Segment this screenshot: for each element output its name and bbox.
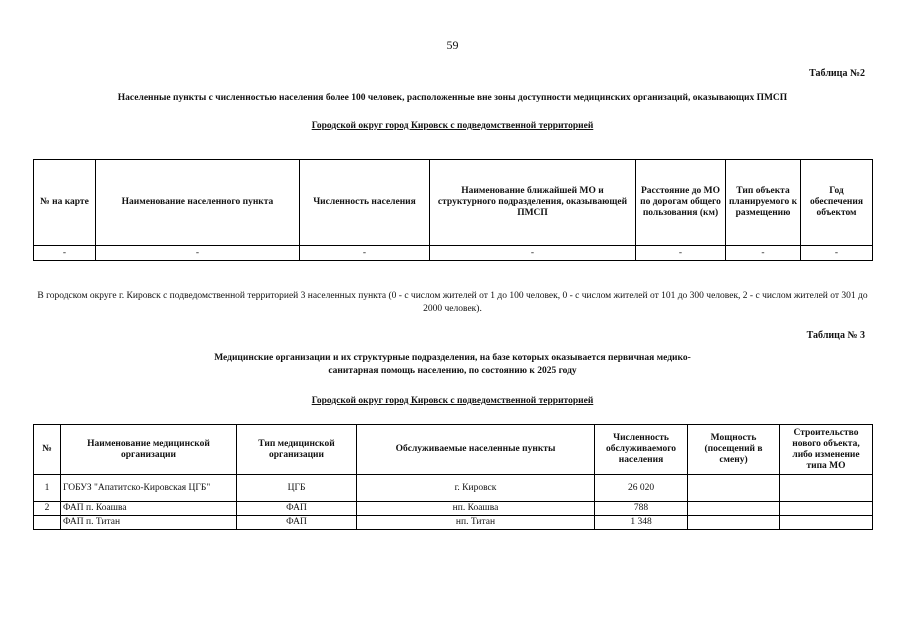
table2-header-cell: Тип объекта планируемого к размещению	[726, 160, 801, 246]
table3-subtitle: Городской округ город Кировск с подведомственной территорией	[311, 396, 594, 406]
table3-title	[0, 352, 905, 378]
table-cell	[688, 516, 780, 530]
page-number: 59	[446, 38, 459, 52]
table-row	[34, 502, 873, 516]
table2-title: Населенные пункты с численностью населения более 100 человек, расположенные вне зоны доступности медицинских организаций, оказывающих ПМСП	[117, 93, 788, 103]
summary-text: В городском округе г. Кировск с подведомственной территорией 3 населенных пункта (0 - с числом жителей от 1 до 100 человек, 0 - с числом жителей от 101 до 300 человек, 2 - с числом жителей от 301 до 2000 человек).	[37, 291, 868, 314]
table3	[33, 424, 873, 530]
table2-header-cell: № на карте	[34, 160, 96, 246]
table3-header-cell: Обслуживаемые населенные пункты	[357, 425, 595, 475]
table-cell: -	[801, 246, 873, 261]
table-cell: ЦГБ	[237, 475, 357, 502]
table-cell: -	[300, 246, 430, 261]
table2-header-cell: Наименование населенного пункта	[96, 160, 300, 246]
table-cell: нп. Титан	[357, 516, 595, 530]
table-cell	[780, 475, 873, 502]
table3-header-cell: Тип медицинской организации	[237, 425, 357, 475]
table3-header-cell: Строительство нового объекта, либо изменение типа МО	[780, 425, 873, 475]
table2-label: Таблица №2	[809, 68, 865, 79]
table2-header-cell: Численность населения	[300, 160, 430, 246]
table-cell	[780, 502, 873, 516]
table-row	[34, 246, 873, 261]
table3-header-cell: Наименование медицинской организации	[61, 425, 237, 475]
table-cell: 1 348	[595, 516, 688, 530]
table-cell: г. Кировск	[357, 475, 595, 502]
table2-header-cell: Год обеспечения объектом	[801, 160, 873, 246]
table-cell: -	[430, 246, 636, 261]
table-cell: ФАП	[237, 502, 357, 516]
table-cell: ФАП п. Титан	[61, 516, 237, 530]
table-cell	[688, 502, 780, 516]
table3-header-row	[34, 425, 873, 475]
table-cell: ФАП п. Коашва	[61, 502, 237, 516]
table2-subtitle: Городской округ город Кировск с подведомственной территорией	[311, 121, 594, 131]
table-cell	[34, 516, 61, 530]
table-cell: нп. Коашва	[357, 502, 595, 516]
table3-title-line2: санитарная помощь населению, по состоянию к 2025 году	[328, 366, 577, 376]
table-cell: 2	[34, 502, 61, 516]
table2-header-cell: Наименование ближайшей МО и структурного подразделения, оказывающей ПМСП	[430, 160, 636, 246]
table3-header-cell: Численность обслуживаемого населения	[595, 425, 688, 475]
table2-header-row	[34, 160, 873, 246]
table2	[33, 159, 873, 261]
table-cell: 26 020	[595, 475, 688, 502]
table3-title-line1: Медицинские организации и их структурные подразделения, на базе которых оказывается первичная медико-	[214, 353, 691, 363]
table-cell: -	[34, 246, 96, 261]
table3-label: Таблица № 3	[806, 330, 865, 341]
table3-header-cell: Мощность (посещений в смену)	[688, 425, 780, 475]
table-cell	[688, 475, 780, 502]
table-row	[34, 516, 873, 530]
table-cell: 788	[595, 502, 688, 516]
table-row	[34, 475, 873, 502]
table-cell: ГОБУЗ "Апатитско-Кировская ЦГБ"	[61, 475, 237, 502]
table3-header-cell: №	[34, 425, 61, 475]
table2-header-cell: Расстояние до МО по дорогам общего пользования (км)	[636, 160, 726, 246]
table-cell: -	[726, 246, 801, 261]
table-cell: -	[96, 246, 300, 261]
table-cell: ФАП	[237, 516, 357, 530]
table-cell: -	[636, 246, 726, 261]
table-cell: 1	[34, 475, 61, 502]
table-cell	[780, 516, 873, 530]
